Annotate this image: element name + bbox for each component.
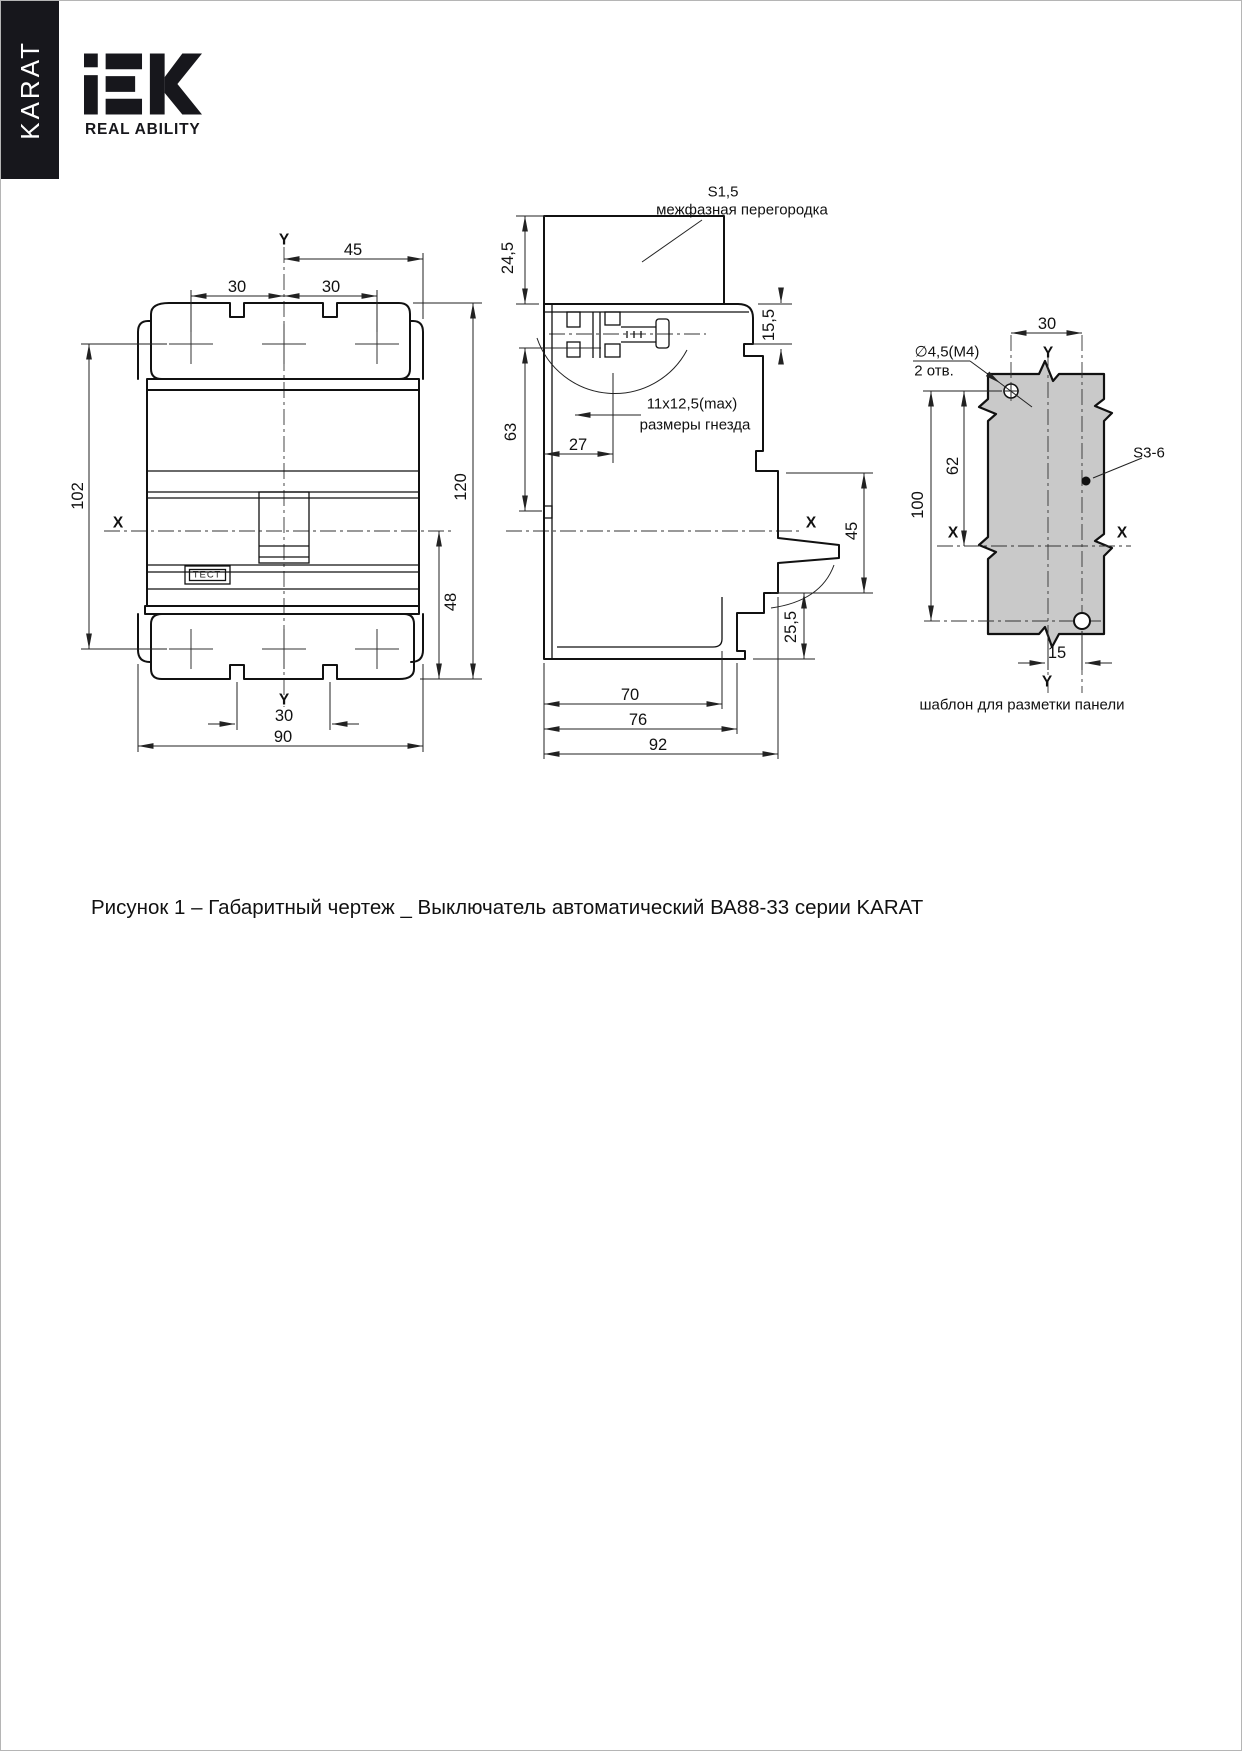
side-view-linework (506, 216, 873, 759)
front-axis-x-label: X (112, 514, 124, 532)
iek-tagline: REAL ABILITY (85, 121, 201, 138)
front-dim-90-label: 90 (273, 727, 293, 746)
socket-caption-label: размеры гнезда (639, 416, 751, 434)
side-dim-24-5-label: 24,5 (498, 241, 517, 275)
tpl-hole-diameter-label: ∅4,5(M4) (914, 343, 980, 361)
side-dim-45-label: 45 (842, 521, 861, 541)
front-dim-102-label: 102 (68, 482, 87, 510)
front-dim-48-label: 48 (441, 592, 460, 612)
front-dim-45-label: 45 (343, 240, 363, 259)
socket-size-label: 11x12,5(max) (646, 395, 738, 413)
tpl-axis-y-bottom-label: Y (1041, 673, 1053, 691)
panel-template-linework (913, 333, 1142, 693)
test-button-label: ТЕСТ (192, 569, 222, 581)
front-dim-30-right-label: 30 (321, 277, 341, 296)
front-dim-30-bottom-label: 30 (274, 706, 294, 725)
side-dim-27-label: 27 (568, 435, 588, 454)
tpl-dim-30-label: 30 (1037, 314, 1057, 333)
front-axis-y-top-label: Y (278, 231, 290, 249)
side-dim-15-5-label: 15,5 (759, 308, 778, 342)
side-partition-ref-label: S1,5 (707, 183, 739, 201)
side-partition-label: межфазная перегородка (656, 201, 828, 219)
dimensional-drawing-canvas (1, 1, 1242, 1751)
side-dim-76-label: 76 (628, 710, 648, 729)
tpl-axis-y-top-label: Y (1042, 344, 1054, 362)
tpl-dim-62-label: 62 (943, 456, 962, 476)
front-view-linework (81, 247, 482, 752)
tpl-thickness-label: S3-6 (1133, 444, 1165, 462)
side-dim-63-label: 63 (501, 422, 520, 442)
tpl-hole-count-label: 2 отв. (914, 362, 954, 380)
figure-caption: Рисунок 1 – Габаритный чертеж _ Выключатель автоматический ВА88-33 серии KARAT (91, 896, 924, 919)
side-dim-70-label: 70 (620, 685, 640, 704)
side-dim-92-label: 92 (648, 735, 668, 754)
tpl-axis-x-right-label: X (1116, 524, 1128, 542)
side-dim-25-5-label: 25,5 (781, 610, 800, 644)
karat-vertical-label: KARAT (14, 40, 45, 140)
tpl-axis-x-left-label: X (947, 524, 959, 542)
front-dim-30-left-label: 30 (227, 277, 247, 296)
tpl-dim-15-label: 15 (1047, 643, 1067, 662)
side-axis-x-label: X (805, 514, 817, 532)
tpl-caption: шаблон для разметки панели (919, 696, 1125, 714)
front-axis-y-bottom-label: Y (278, 691, 290, 709)
tpl-dim-100-label: 100 (908, 491, 927, 519)
front-dim-120-label: 120 (451, 473, 470, 501)
